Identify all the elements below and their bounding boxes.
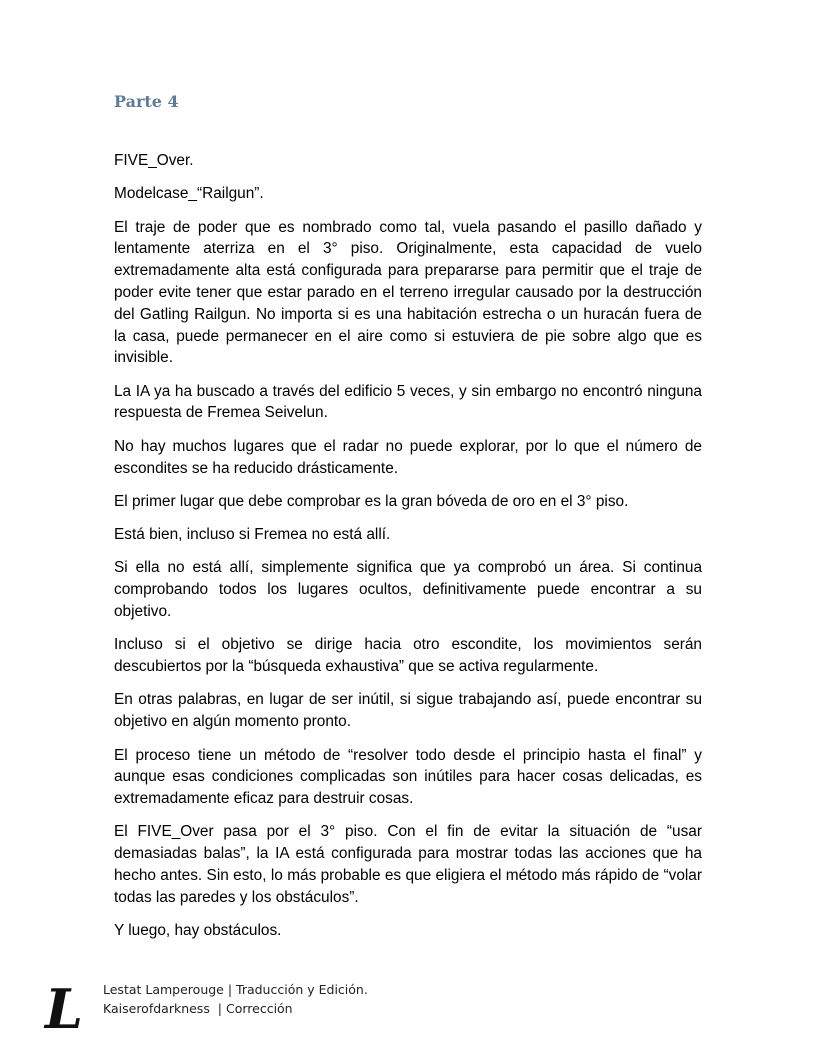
paragraph: Y luego, hay obstáculos.: [114, 922, 282, 940]
paragraph: El traje de poder que es nombrado como tal, vuela pasando el pasillo dañado y lentamente aterriza en el 3° piso. Originalmente, esta capacidad de vuelo extremadamente alta está configurada para prepararse para permitir que el traje de poder evite tener que estar parado en el terreno irregular causado por la destrucción del Gatling Railgun. No importa si es una habitación estrecha o un huracán fuera de la casa, puede permanecer en el aire como si estuviera de pie sobre algo que es invisible.: [114, 218, 702, 367]
paragraph: En otras palabras, en lugar de ser inútil, si sigue trabajando así, puede encontrar su objetivo en algún momento pronto.: [114, 691, 702, 731]
paragraph: La IA ya ha buscado a través del edificio 5 veces, y sin embargo no encontró ninguna respuesta de Fremea Seivelun.: [114, 382, 702, 422]
svg-text:L: L: [45, 978, 83, 1034]
paragraph: Si ella no está allí, simplemente significa que ya comprobó un área. Si continua comprobando todos los lugares ocultos, definitivamente puede encontrar a su objetivo.: [114, 559, 702, 621]
paragraph: El proceso tiene un método de “resolver todo desde el principio hasta el final” y aunque esas condiciones complicadas son inútiles para hacer cosas delicadas, es extremadamente eficaz para destruir cosas.: [114, 746, 702, 808]
gothic-l-logo: [40, 978, 88, 1034]
paragraph: El FIVE_Over pasa por el 3° piso. Con el fin de evitar la situación de “usar demasiadas balas”, la IA está configurada para mostrar todas las acciones que ha hecho antes. Sin esto, lo más probable es que eligiera el método más rápido de “volar todas las paredes y los obstáculos”.: [114, 823, 702, 906]
chapter-body: [114, 150, 702, 953]
paragraph: Modelcase_“Railgun”.: [114, 185, 264, 203]
chapter-heading: Parte 4: [114, 92, 179, 111]
paragraph: No hay muchos lugares que el radar no puede explorar, por lo que el número de escondites se ha reducido drásticamente.: [114, 437, 702, 477]
credit-correction: Kaiserofdarkness | Corrección: [103, 1001, 293, 1016]
paragraph: FIVE_Over.: [114, 152, 194, 169]
paragraph: Está bien, incluso si Fremea no está allí.: [114, 526, 391, 544]
credits: [103, 980, 368, 1018]
paragraph: El primer lugar que debe comprobar es la gran bóveda de oro en el 3° piso.: [114, 492, 629, 510]
paragraph: Incluso si el objetivo se dirige hacia otro escondite, los movimientos serán descubiertos por la “búsqueda exhaustiva” que se activa regularmente.: [114, 636, 702, 676]
credit-translation: Lestat Lamperouge | Traducción y Edición.: [103, 982, 368, 997]
